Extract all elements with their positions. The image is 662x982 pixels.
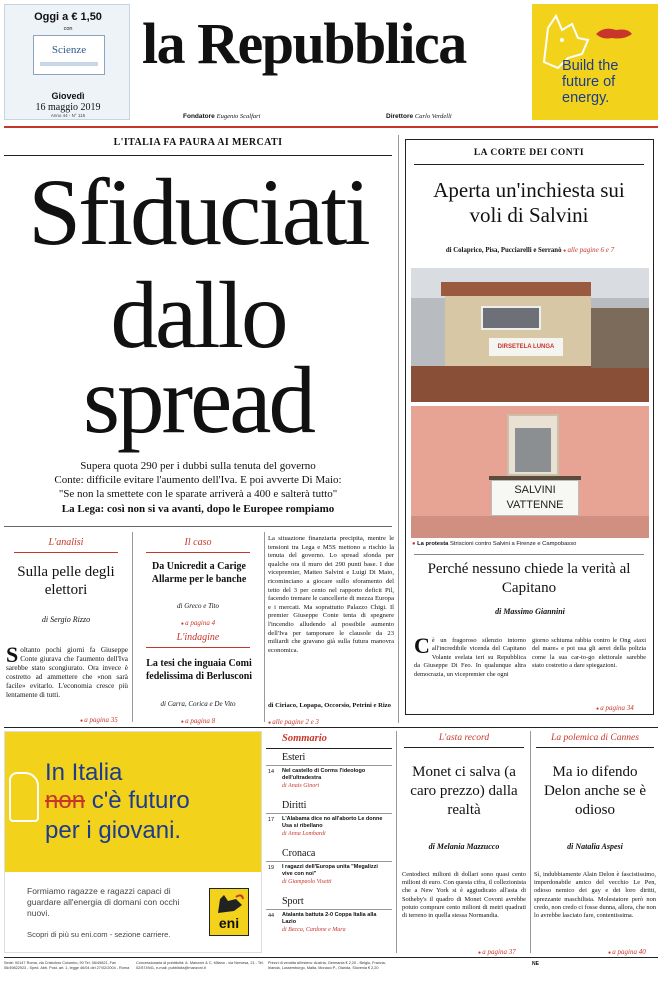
supplement-stripe [40,62,98,66]
cannes-title: Ma io difendo Delon anche se è odioso [543,764,647,818]
photo-right-building [591,308,649,368]
inquiry-page-ref: ● a pagina 8 [181,717,215,725]
sommario [266,731,392,953]
footer-rule [4,957,658,958]
cannes-text: Sì, indubbiamente Alain Delon è fascistissimo, imperdonabile amico del vecchio Le Pen, odioso nemico dei gay e dei loro diritti, sprezzante maschilista. Molestatore però non credo, non credo ci fosse dunna, allora, che non lo avrebbe lasciato fare, contentissima. [534,871,656,920]
lead-body-text: La situazione finanziaria precipita, mentre le tensioni tra Lega e M5S mettono a rischio la tenuta del governo. Lo spread sfonda per qualche ora il muro dei 290 punti base. I due vicepremier, Matteo Salvini e Luigi Di Maio, ricominciano a giocare sullo sforamento del tetto del 3 per cento nel rapporto deficit Pil, facendo tremare le cancellerie di mezza Europa e i mercati. Ma soprattutto Palazzo Chigi. Il premier Giuseppe Conte tenta di spegnere l'incendio alludendo al possibile aumento dell'Iva per tamponare le clausole da 23 miliardi che gravano già sulla futura manovra economica. [268,535,394,654]
eni-ad-dog-outline [9,772,39,822]
lead-deck-3: "Se non la smettete con le sparate arriverà a 400 e salterà tutto" [58,488,338,500]
case-page-ref: ● a pagina 4 [181,619,215,627]
analysis-text-body: oltanto pochi giorni fa Giuseppe Conte giurava che l'aumento dell'Iva sarebbe stato scongiurato. Ora invece è costretto ad ammettere che «non sarà facile» evitarlo. L'economia cresce più lentamente di tutti. [6,646,128,700]
analysis-title: Sulla pelle degli elettori [17,564,115,598]
column-rule-3 [398,135,399,723]
cannes-label: La polemica di Cannes [551,733,639,743]
sommario-item-author: di Giampaolo Visetti [282,879,332,885]
sommario-item-author: di Anna Lombardi [282,831,326,837]
photo-window [481,306,541,330]
analysis-text [6,642,128,701]
corte-divider [414,554,644,555]
analysis-dropcap: S [6,642,19,667]
lead-deck-4: La Lega: così non si va avanti, dopo le Europee rompiamo [61,503,335,515]
flame-icon [594,26,634,42]
cannes-section [532,731,658,956]
column-rule-1 [132,532,133,722]
case-page [136,612,260,630]
case-label-rule [146,552,250,553]
photo-lower-roof [411,366,649,402]
cannes-rule-left [530,731,531,953]
lead-kicker: L'ITALIA FA PAURA AI MERCATI [113,137,283,148]
sommario-item-author: di Anais Ginori [282,783,320,789]
asta-section [400,731,528,956]
photo-roof [441,282,591,296]
sommario-entry[interactable] [266,752,392,800]
price-box [4,4,130,120]
asta-rule-left [396,731,397,953]
founder-name: Eugenio Scalfari [216,113,261,120]
date: 16 maggio 2019 [35,102,101,113]
founder [183,113,260,120]
footer-col-1: Sede: 00147 Roma, via Cristoforo Colombo, 90 Tel. 06/49821, Fax 06/49822923 - Sped. Abb. Post. art. 1, legge 46/04 del 27/02/2004 - Roma [4,961,130,970]
inquiry-title: La tesi che inguaia Comi fedelissima di Berlusconi [145,658,253,682]
photo-banner-top: DIRSETELA LUNGA [489,338,563,356]
eni-logo [209,888,249,936]
capitano-title: Perché nessuno chiede la verità al Capitano [427,561,631,596]
caption-bullet: ● [412,541,416,547]
corte-box [405,139,654,715]
eni-line-2 [45,788,190,814]
supplement-cover [33,35,105,75]
lead-deck-rule [4,526,392,527]
cannes-page-ref: ● a pagina 40 [608,948,646,956]
newspaper-title: la Repubblica [142,11,466,76]
corte-photo-top [411,268,649,402]
founder-label: Fondatore [183,113,215,120]
analysis-label-rule [14,552,118,553]
lead-kicker-rule [4,155,392,156]
photo-banner-bottom: SALVINI VATTENNE [491,480,579,516]
capitano-text-2 [532,637,646,671]
sommario-section-name: Esteri [282,752,306,763]
asta-title: Monet ci salva (a caro prezzo) dalla realtà [410,764,518,818]
lead-deck-2: Conte: difficile evitare l'aumento dell'Iva. E poi avverte Di Maio: [54,474,342,486]
photo-window-glass [515,428,551,472]
column-rule-2 [264,532,265,722]
masthead-rule [4,126,658,128]
analysis-page-ref: ● a pagina 35 [80,716,118,724]
sommario-section-name: Sport [282,896,304,907]
cannes-author: di Natalia Aspesi [567,842,623,851]
footer-col-2: Concessionaria di pubblicità: A. Manzoni & C. Milano - via Nervesa, 21 - Tel. 02/574941, e-mail: pubblicita@manzoni.it [136,961,264,970]
director-name: Carlo Verdelli [414,113,452,120]
analysis-author-text: di Sergio Rizzo [41,615,91,624]
lead-body-authors: di Ciriaco, Lopapa, Occorsio, Petrini e Rizo [268,702,391,709]
supplement-title: Scienze [51,44,87,56]
lead-headline-3: spread [83,347,313,453]
cannes-label-rule [536,747,654,748]
corte-page-ref: ● alle pagine 6 e 7 [563,246,614,254]
masthead [0,0,662,128]
sommario-page-number: 14 [268,769,275,775]
price-with: con [63,26,73,32]
caption-text: Striscioni contro Salvini a Firenze e Campobasso [450,541,577,547]
eni-ad [4,731,262,953]
sommario-entry[interactable] [266,848,392,896]
corte-authors [410,246,650,254]
issue-number: Anno 44 - N° 115 [50,113,86,118]
caption-bold: La protesta [417,541,449,547]
corte-authors-text: di Colaprico, Pisa, Pucciarelli e Serranò [445,247,562,254]
sommario-title: Sommario [282,733,327,744]
corte-label-rule [414,164,644,165]
analysis-page [80,709,118,727]
sommario-item-author: di Becca, Cardone e Mura [282,927,346,933]
sommario-section-rule [266,861,392,862]
director [386,113,452,120]
sommario-page-number: 44 [268,913,275,919]
eni-line-1: In Italia [45,759,123,786]
analysis-label: L'analisi [48,537,84,548]
case-label: Il caso [184,537,212,548]
eni-dog-icon [216,893,244,915]
case-author: di Greco e Tito [177,602,219,610]
inquiry-page [136,710,260,728]
corte-photo-bottom [411,406,649,538]
energy-ad-slogan: Build the future of energy. [562,58,619,106]
eni-cta[interactable]: Scopri di più su eni.com - sezione carriere. [27,930,171,939]
inquiry-label-rule [146,647,250,648]
capitano-text-1 [414,633,526,679]
capitano-page-ref: ● a pagina 34 [596,704,634,712]
price-label: Oggi a € 1,50 [34,11,102,23]
eni-line-2-text: c'è futuro [91,787,190,814]
capitano-page [596,697,634,715]
footer-page-no: NE [532,961,539,967]
sommario-entry[interactable] [266,896,392,944]
asta-text: Centodieci milioni di dollari sono quasi cento milioni di euro. Con questa cifra, il collezionista che a New York si è aggiudicato all'asta di Sotheby's il quadro di Monet Covoni avrebbe potuto comprare cento milioni di metri quadrati di terreno in quella stessa Normandia. [402,871,526,920]
eni-line-3: per i giovani. [45,817,182,844]
sommario-title-rule [266,748,392,749]
sommario-section-rule [266,765,392,766]
corte-title: Aperta un'inchiesta sui voli di Salvini [433,178,625,227]
capitano-text-2-body: giorno schiuma rabbia contro le Ong «taxi del mare» e poi usa gli aerei della polizia come la sua car-to-go elettorale sarebbe stato costretto a dare spiegazioni. [532,637,646,670]
eni-logo-text: eni [218,915,240,931]
sommario-item-text: I ragazzi dell'Europa unita "Megalizzi vive con noi" [282,864,378,877]
eni-struck-word: non [45,787,86,814]
lead-headline-1: Sfiduciati [28,159,368,265]
sommario-item-text: Nel castello di Corms l'ideologo dell'ultradestra [282,768,366,781]
capitano-dropcap: C [414,633,430,658]
inquiry-author: di Carra, Corica e De Vito [160,700,236,708]
lead-deck-1: Supera quota 290 per i dubbi sulla tenuta del governo [80,460,316,472]
corte-label: LA CORTE DEI CONTI [473,148,585,158]
bottom-band-rule [4,727,658,728]
sommario-section-rule [266,813,392,814]
lead-headline-2: dallo [110,262,286,368]
inquiry-label: L'indagine [176,632,220,643]
photo-wall-shadow [411,516,649,538]
energy-ad [532,4,658,120]
capitano-author: di Massimo Giannini [495,607,565,616]
capitano-text-1-body: è un fragoroso silenzio intorno all'incredibile vicenda del Capitano Volante svelata ieri su Repubblica da Giuseppe Di Feo. In qualunque altra democrazia, un vicepremier che ogni [414,637,526,678]
asta-author: di Melania Mazzucco [428,842,500,851]
sommario-item-text: Atalanta battuta 2-0 Coppa Italia alla Lazio [282,912,377,925]
corte-caption [412,541,652,547]
sommario-section-rule [266,909,392,910]
asta-page-ref: ● a pagina 37 [478,948,516,956]
analysis-author [4,615,128,624]
sommario-section-name: Cronaca [282,848,316,859]
case-title: Da Unicredit a Carige Allarme per le banche [151,561,247,585]
sommario-page-number: 17 [268,817,275,823]
eni-body: Formiamo ragazze e ragazzi capaci di guardare all'energia di domani con occhi nuovi. [27,886,180,918]
director-label: Direttore [386,113,414,120]
sommario-item-text: L'Alabama dice no all'aborto Le donne Usa si ribellano [282,816,383,829]
asta-label-rule [404,747,524,748]
sommario-section-name: Diritti [282,800,307,811]
sommario-entry[interactable] [266,800,392,848]
asta-label: L'asta record [438,733,490,743]
footer-col-3: Prezzi di vendita all'estero: Austria, Germania € 2,20 - Belgio, Francia, Irlanda, Lussemburgo, Malta, Monaco P., Olanda, Slovenia € 2,20 [268,961,386,970]
sommario-page-number: 19 [268,865,275,871]
lead-body-page-ref: ● alle pagine 2 e 3 [268,718,319,726]
weekday: Giovedì [51,91,85,101]
